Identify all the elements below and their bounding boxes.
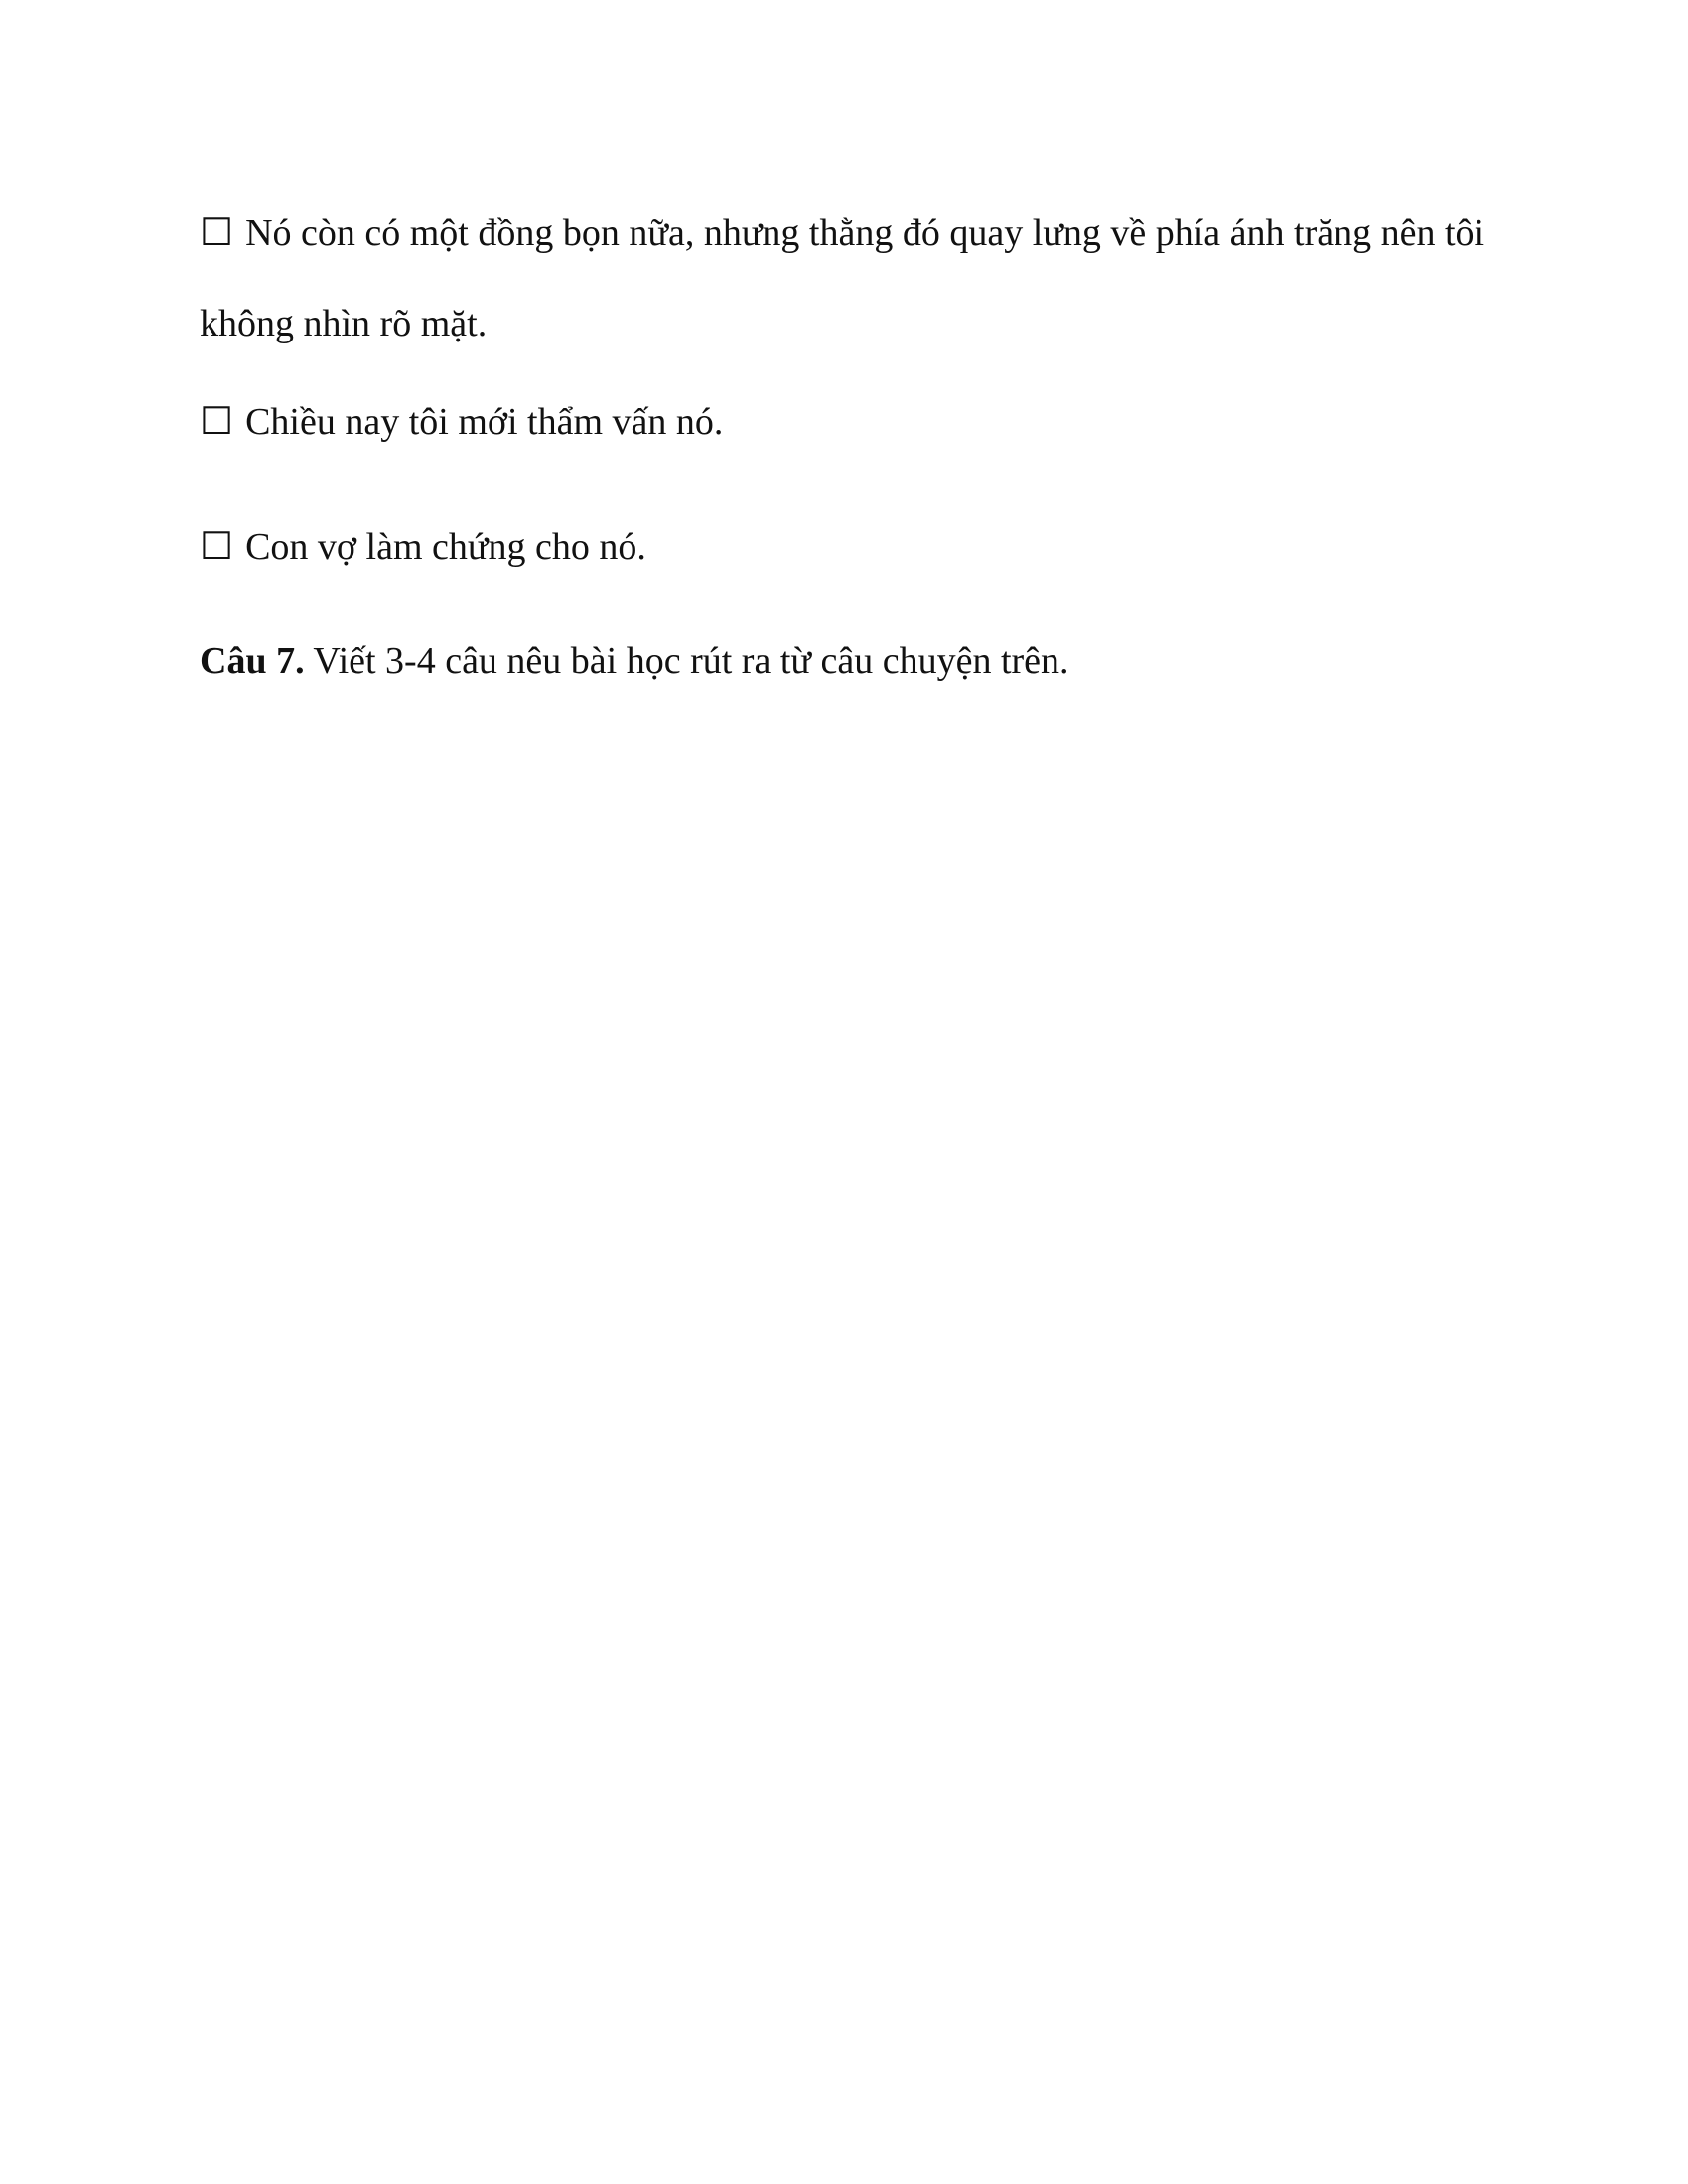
checkbox-icon[interactable]: ☐ <box>200 401 234 443</box>
question-text: Viết 3-4 câu nêu bài học rút ra từ câu chuyện trên. <box>313 640 1069 682</box>
answer-option-3[interactable] <box>200 502 1500 593</box>
answer-option-2[interactable] <box>200 377 1500 468</box>
option-text: Chiều nay tôi mới thẩm vấn nó. <box>245 401 724 443</box>
question-label: Câu 7. <box>200 640 305 682</box>
checkbox-icon[interactable]: ☐ <box>200 212 234 254</box>
answer-option-1[interactable] <box>200 189 1500 369</box>
checkbox-icon[interactable]: ☐ <box>200 526 234 568</box>
option-text: Con vợ làm chứng cho nó. <box>245 526 646 568</box>
question-7 <box>200 616 1500 707</box>
option-text: Nó còn có một đồng bọn nữa, nhưng thằng đó quay lưng về phía ánh trăng nên tôi không nhìn rõ mặt. <box>200 212 1485 344</box>
